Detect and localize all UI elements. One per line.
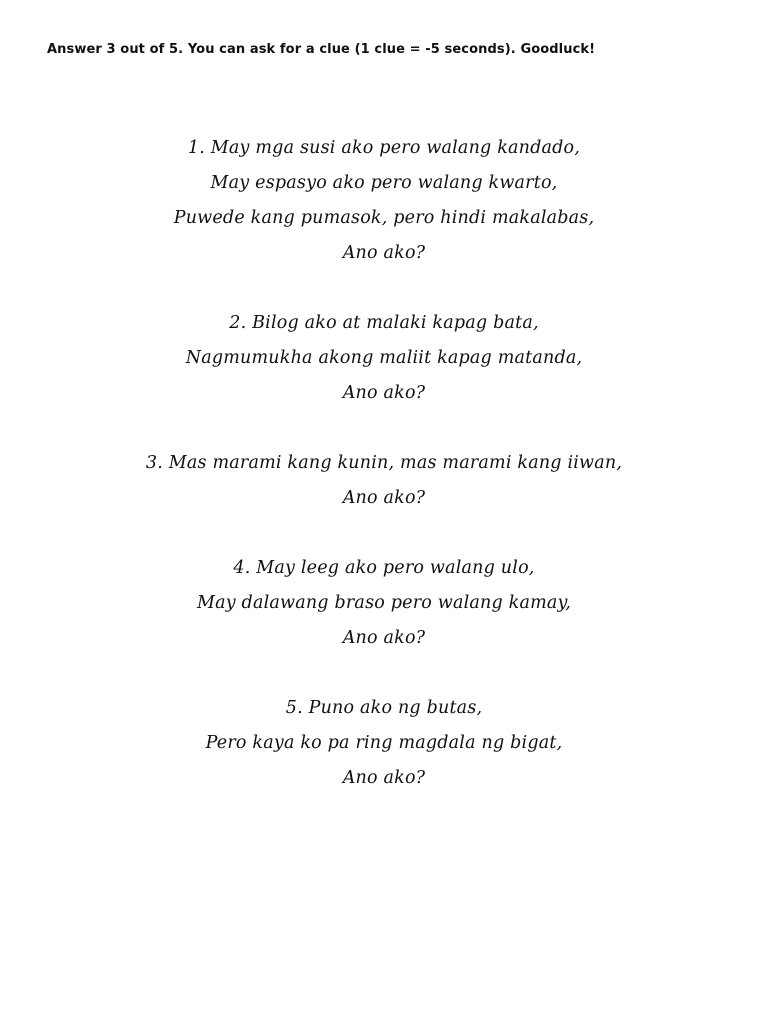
riddle-line: May dalawang braso pero walang kamay, xyxy=(196,593,572,613)
riddle-question: Ano ako? xyxy=(342,768,426,788)
riddle-question: Ano ako? xyxy=(342,383,426,403)
riddle-line: 1. May mga susi ako pero walang kandado, xyxy=(187,138,581,158)
riddle-line: 2. Bilog ako at malaki kapag bata, xyxy=(229,313,539,333)
riddle-line: Pero kaya ko pa ring magdala ng bigat, xyxy=(205,733,563,753)
riddle-3 xyxy=(0,446,768,516)
riddle-line: Nagmumukha akong maliit kapag matanda, xyxy=(185,348,583,368)
instructions-text: Answer 3 out of 5. You can ask for a clue (1 clue = -5 seconds). Goodluck! xyxy=(47,42,596,57)
riddle-question: Ano ako? xyxy=(342,243,426,263)
riddle-line: 5. Puno ako ng butas, xyxy=(285,698,483,718)
riddle-question: Ano ako? xyxy=(342,488,426,508)
riddle-1 xyxy=(0,131,768,271)
riddle-list xyxy=(0,131,768,831)
riddle-line: 4. May leeg ako pero walang ulo, xyxy=(233,558,535,578)
riddle-2 xyxy=(0,306,768,411)
riddle-5 xyxy=(0,691,768,796)
riddle-line: Puwede kang pumasok, pero hindi makalabas, xyxy=(173,208,595,228)
riddle-line: May espasyo ako pero walang kwarto, xyxy=(210,173,558,193)
riddle-question: Ano ako? xyxy=(342,628,426,648)
riddle-line: 3. Mas marami kang kunin, mas marami kang iiwan, xyxy=(145,453,623,473)
riddle-4 xyxy=(0,551,768,656)
